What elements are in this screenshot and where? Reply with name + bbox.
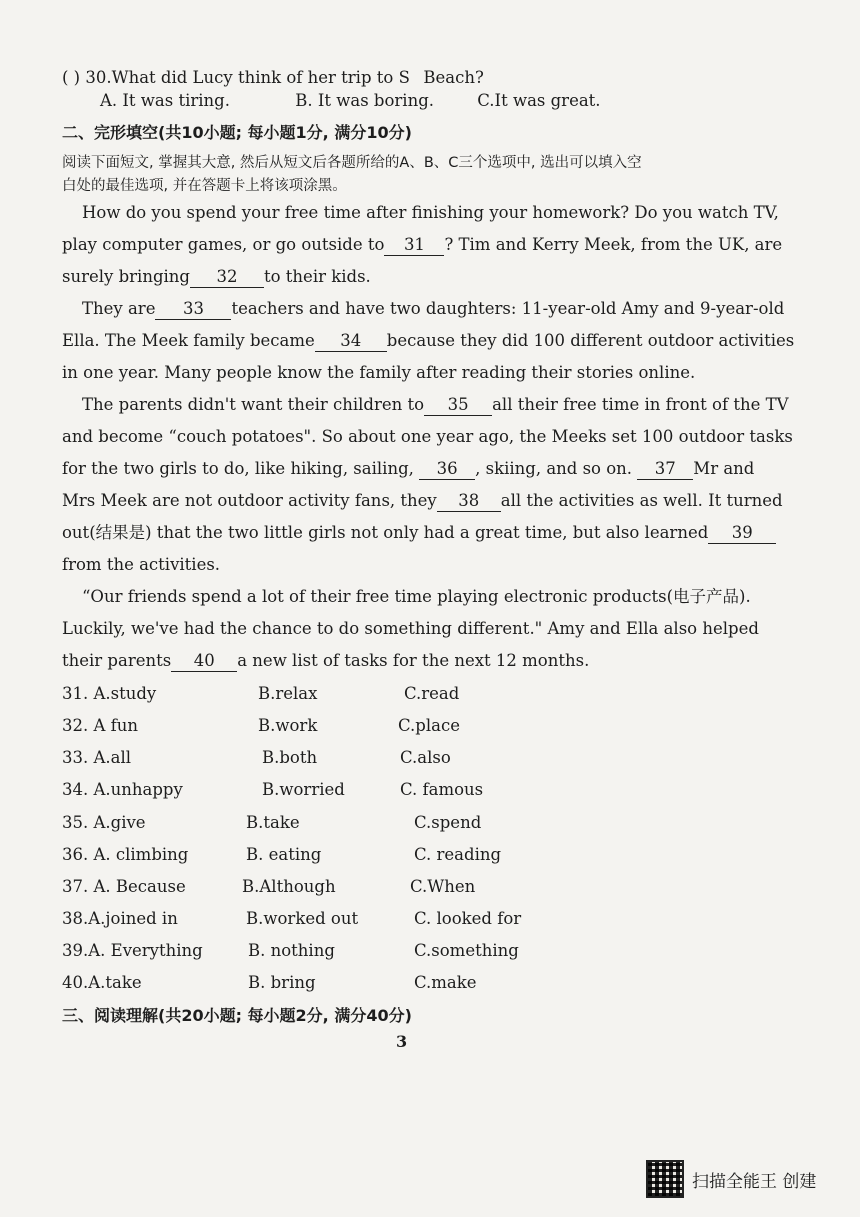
option-b: B. nothing	[248, 941, 335, 960]
blank-38: 38	[437, 491, 501, 512]
passage-line: “Our friends spend a lot of their free time playing electronic products(电子产品).	[82, 587, 751, 606]
option-c: C. reading	[414, 845, 502, 864]
passage-line: for the two girls to do, like hiking, sailing, 36 , skiing, and so on. 37 Mr and	[62, 459, 755, 478]
passage-line: Luckily, we've had the chance to do something different." Amy and Ella also helped	[62, 619, 759, 638]
q30-option-a: A. It was tiring.	[100, 91, 230, 110]
option-a: 34. A.unhappy	[62, 780, 183, 799]
passage-line: out(结果是) that the two little girls not only had a great time, but also learned 39	[62, 523, 776, 544]
passage-line: The parents didn't want their children to 35 all their free time in front of the TV	[82, 395, 789, 414]
blank-37: 37	[637, 459, 693, 480]
option-a: 39.A. Everything	[62, 941, 203, 960]
option-a: 38.A.joined in	[62, 909, 178, 928]
question-30-options	[100, 91, 601, 111]
option-c: C.place	[398, 716, 460, 735]
section-2-title: 二、完形填空(共10小题; 每小题1分, 满分10分)	[62, 123, 412, 142]
option-b: B.Although	[242, 877, 336, 896]
passage-line: play computer games, or go outside to 31 ? Tim and Kerry Meek, from the UK, are	[62, 235, 783, 254]
option-c: C.spend	[414, 813, 482, 832]
passage-line: surely bringing 32 to their kids.	[62, 267, 371, 286]
option-a: 36. A. climbing	[62, 845, 189, 864]
question-30-text: 30.What did Lucy think of her trip to S Beach?	[85, 68, 484, 87]
option-b: B.both	[262, 748, 318, 767]
section-2-instruction-line-1: 阅读下面短文, 掌握其大意, 然后从短文后各题所给的A、B、C三个选项中, 选出可以填入空	[62, 155, 642, 171]
option-a: 31. A.study	[62, 684, 157, 703]
passage-line: from the activities.	[62, 555, 221, 574]
passage-line: their parents 40 a new list of tasks for the next 12 months.	[62, 651, 590, 670]
passage-line: in one year. Many people know the family after reading their stories online.	[62, 363, 696, 382]
passage-line: and become “couch potatoes". So about one year ago, the Meeks set 100 outdoor tasks	[62, 427, 793, 446]
blank-31: 31	[384, 235, 444, 256]
option-c: C.also	[400, 748, 451, 767]
blank-35: 35	[424, 395, 492, 416]
blank-39: 39	[708, 523, 776, 544]
option-b: B.worked out	[246, 909, 359, 928]
option-b: B. bring	[248, 973, 316, 992]
option-c: C. famous	[400, 780, 484, 799]
blank-33: 33	[155, 299, 231, 320]
option-c: C.When	[410, 877, 476, 896]
q30-option-c: C.It was great.	[477, 91, 601, 110]
passage-line: Mrs Meek are not outdoor activity fans, they 38 all the activities as well. It turned	[62, 491, 783, 510]
watermark-text: 扫描全能王 创建	[692, 1171, 817, 1192]
scanner-watermark	[646, 1160, 816, 1198]
option-b: B.work	[258, 716, 318, 735]
answer-paren: ( )	[62, 68, 81, 87]
qr-code-icon	[646, 1160, 684, 1198]
option-c: C.read	[404, 684, 460, 703]
option-a: 35. A.give	[62, 813, 146, 832]
option-a: 32. A fun	[62, 716, 139, 735]
option-b: B.take	[246, 813, 300, 832]
section-3-title: 三、阅读理解(共20小题; 每小题2分, 满分40分)	[62, 1006, 412, 1025]
question-30	[62, 68, 484, 88]
option-b: B. eating	[246, 845, 322, 864]
passage-line: They are 33 teachers and have two daughters: 11-year-old Amy and 9-year-old	[82, 299, 785, 318]
page-number: 3	[396, 1032, 408, 1051]
q30-option-b: B. It was boring.	[295, 91, 435, 110]
blank-36: 36	[419, 459, 475, 480]
blank-34: 34	[315, 331, 387, 352]
option-b: B.worried	[262, 780, 345, 799]
option-c: C.make	[414, 973, 477, 992]
option-a: 33. A.all	[62, 748, 132, 767]
passage-line: How do you spend your free time after finishing your homework? Do you watch TV,	[82, 203, 779, 222]
option-c: C. looked for	[414, 909, 522, 928]
option-a: 37. A. Because	[62, 877, 186, 896]
option-c: C.something	[414, 941, 519, 960]
option-a: 40.A.take	[62, 973, 142, 992]
option-b: B.relax	[258, 684, 318, 703]
blank-40: 40	[171, 651, 237, 672]
blank-32: 32	[190, 267, 264, 288]
section-2-instruction-line-2: 白处的最佳选项, 并在答题卡上将该项涂黑。	[62, 178, 347, 194]
passage-line: Ella. The Meek family became 34 because they did 100 different outdoor activities	[62, 331, 795, 350]
